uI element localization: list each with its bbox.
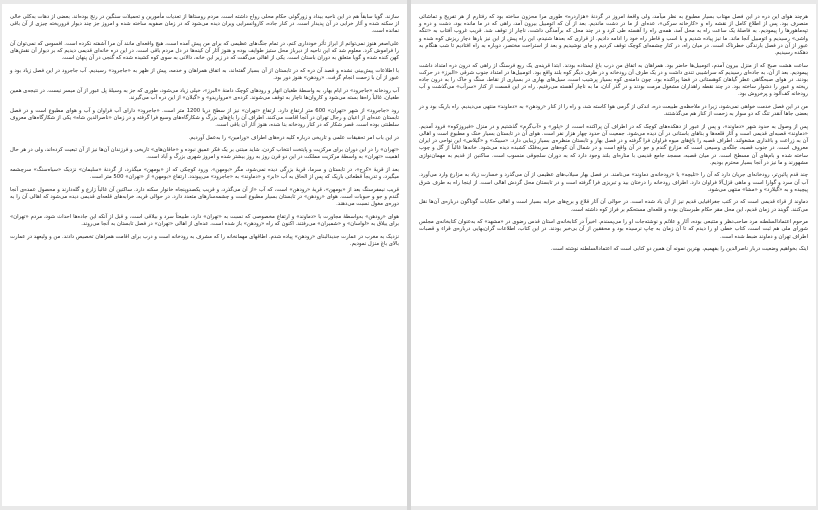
right-page: [411, 4, 816, 506]
paragraph: در این باب امر تحقیقات علمی و تاریخی درباره کلیه دره‌های اطراف «ورامین» را به‌عمل آوردیم.: [188, 134, 399, 141]
paragraph: اینک بخواهیم وضعیت دربار ناصرالدین را بفهمیم، بهترین نمونه آن همین دو کتابی است که اعتمادالسلطنه نوشته است.: [550, 246, 808, 253]
paragraph: ساعت هشت صبح که از منزل بیرون آمدم، اتومبیل‌ها حاضر بود. همراهان به اتفاق من درب باغ ایستاده بودند. ابتدا قرینه‌ی یک ربع فرسنگ از راهی که درون دره امتداد داشت پیمودیم. بعد از آن، به جاده‌ای رسیدیم که سراشیبی تندی داشت و در یک طرف آن رودخانه و در طرف دیگر کوه بلند واقع بود. اتومبیل‌ها در امتداد جنوب شرقی «البرز» در حرکت بودند. در هوای صبحگاهی عطر گیاهان کوهستانی در فضا پراکنده بود. چون دامنه‌ی کوه بسیار پرشیب است، سیل‌های بهاری در بسیاری از نقاط، سنگ و خاک را به درون جاده ریخته و عبور را دشوار ساخته بود. در چند نقطه راهداران مشغول مرمت بودند و در گذر آنان، ما به ناچار آهسته می‌رفتیم. راه در این قسمت از کنار «سرآب» می‌گذشت و آب رودخانه کف‌آلود و پرخروش بود.: [419, 62, 808, 98]
paragraph: هرچند هوای این دره در این فصل مهتاب بسیار مطبوع به نظر میآمد، ولی واقعهٔ امروز در گردنهٔ «هزاردره» طوری مرا محزون ساخته بود که رفتارم از هر تفریح و تماشائی منصرف بود. پس از اطلاع کامل از نقشه راه و «کارخانه سرکی»، عده‌ای از ما در دشت ماندیم. بعد از آن که اتومبیل بیرون آمد، راهی که در ما مانده بود، دشت و دره و تپه‌ماهورها را پیمودیم. به فاصلهٔ یک ساعت راه به محل آمد، همه‌ی راه را آهسته طی کرد و در چند محل که برآمدگی داشت، ناچار از توقف شد. قریب غروب آفتاب به «تنگه واشی» رسیدیم و اتومبیل آنجا ماند. ما نیز پیاده شدیم و با اسب و قاطر راه خود را ادامه دادیم. از قراری که بعدها شنیدم، این راه پیش از این نیز بارها دچار ریزش کوه شده و عبور از آن در فصل بارندگی خطرناک است. در میان راه، در کنار چشمه‌ای کوچک توقف کردیم و چای نوشیدیم و بعد از استراحت مختصر، دوباره به راه افتادیم تا شب هنگام به دهکده رسیدیم.: [419, 14, 808, 57]
left-page: [2, 4, 407, 506]
paragraph: دماوند از قراء قدیمی است که در کتب جغرافیایی قدیم نیز از آن یاد شده است. در حوالی آن آثار قلاع و برج‌های خرابه بسیار است و اهالی حکایات گوناگون درباره‌ی آن‌ها نقل می‌کنند. گویند در زمان قدیم، این محل مقر حکام طبرستان بوده و قلعه‌ای مستحکم بر فراز کوه داشته است.: [419, 199, 808, 213]
paragraph: رود «جاجرود» از شهر «تهران» 600 متر ارتفاع دارد. ارتفاع «تهران» نیز از سطح دریا 1200 متر است. «جاجرود» دارای آب فراوان و آب و هوای مطبوع است و در فصل تابستان عده‌ای از اعیان و رجال تهران در آنجا اقامت می‌کنند. اطراف آن را باغ‌های بزرگ و شکارگاه‌های وسیع فرا گرفته و در زمان «ناصرالدین شاه» یکی از شکارگاه‌های معروف سلطنتی بوده است. قصر شکار که در کنار رودخانه بنا شده، هنوز آثار آن باقی است.: [10, 107, 400, 128]
paragraph: با اطلاعات پیش‌بینی نشده و قصد آن دره که در تابستان از آن بسیار گفته‌اند، به اتفاق همراهان و خدمه، پیش از ظهر به «جاجرود» رسیدیم. آب جاجرود در این فصل زیاد بود و عبور از آن با زحمت انجام گرفت. «رودهن» هنوز دور بود.: [10, 68, 399, 82]
paragraph: آب رودخانه «جاجرود» در ایام بهار، به واسطهٔ طغیان انهار و رودهای کوچک دامنهٔ «البرز»، خیلی زیاد می‌شود، طوری که جز به وسیلهٔ پل عبور از آن میسر نیست. در نتیجه‌ی همین طغیان، غالباً راه‌ها بسته می‌شود و کاروان‌ها ناچار به توقف می‌شوند. کرده‌ی «مرواریدو» و «گیلان» از این دره آب می‌گیرند.: [10, 87, 399, 101]
paragraph: قریب نیمفرسنگ بعد از «بومهن»، قریهٔ «رودهن» است، که آب «از آن می‌گذرد، و قریب یکصدوپنجاه خانوار سکنه دارد. ساکنین آن غالباً زارع و گله‌دارند و محصول عمده‌ی آنجا گندم و جو و حبوبات است. هوای «رودهن» در تابستان بسیار مطبوع است و چشمه‌سارهای متعدد دارد. در حوالی قریه، خرابه‌های قلعه‌ای قدیمی دیده می‌شود که اهالی آن را به دوره‌ی مغول نسبت می‌دهند.: [10, 186, 399, 208]
paragraph: من در این فصل خدمت خواهی نمی‌شود، زیرا در ملاحظه‌ی طبیعت دره، اندکی از گرمی هوا کاسته شد، و راه را از کنار «رودهن» به «دماوند» منتهی می‌دیدیم. راه باریک بود و در بعضی جاها آنقدر تنگ که دو سوار به زحمت از کنار هم می‌گذشتند.: [419, 104, 808, 118]
paragraph: بعد از قریهٔ «کرج»، در تابستان و سرما، قریهٔ بزرگی دیده نمی‌شود، مگر «بومهن». ورود کوچکی که از «بومهن» میگذرد، از گردنهٔ «سلیمان» نزدیک «سیاه‌سنگ» سرچشمه میگیرد، و تدریجاً قطعاتی باریک که پس از الحاق به آب «ابر» و «دماوند» به «جاجرود» می‌پیوندد. ارتفاع «بومهن» از «تهران» 500 متر است.: [10, 166, 399, 181]
paragraph: علی‌اصغر هنوز نمی‌توانم از ابراز تأثر خودداری کنم، در تمام جنگ‌های عظیمی که برای من پیش آمده است، هیچ واقعه‌ای مانند آن مرا آشفته نکرده است. افسوس که نمی‌توان آن را فراموش کرد. معلوم شد که این ناحیه از دیرباز محل ستیز طوایف بوده و هنوز آثار آن کینه‌ها در دل مردم باقی است. در این دره خانه‌ای قدیمی دیدیم که بر دیوار آن نقش‌های کهن کنده شده و گویا متعلق به دوران باستان است. یکی از اهالی می‌گفت که در زیر این خانه، دالانی به سوی کوه کشیده شده که گنجی در آن پنهان است.: [10, 41, 399, 62]
paragraph: نزدیک به مغرب در عمارت جدیدالبنای «رودهن» پیاده شدم. اطاقهای مهمانخانه را که مشرف به رودخانه است و درب برای اقامت همراهان تخصیص دادند. من و ولیعهد در عمارت بالای باغ منزل نمودیم.: [10, 233, 399, 247]
paragraph: پس از وصول به حدود شهر «دماوند»، و پس از عبور از دهکده‌های کوچک که در اطراف آن پراکنده است، از «پلور» و «آب‌گرم» گذشتیم و در منزل «فیروزکوه» فرود آمدیم. «دماوند» قصبه‌ای قدیمی است و آثار قلعه‌ها و بناهای باستانی در آن دیده می‌شود. جمعیت آن حدود چهار هزار نفر است. هوای آن در تابستان بسیار خنک و مطبوع است و اهالی آن به زراعت و باغداری مشغولند. اطراف قصبه را باغ‌های میوه فراوان فرا گرفته و در فصل بهار و تابستان منظره‌ی بسیار زیبایی دارد. «سیبک» و «گیلاس» این نواحی در ایران معروف است. در جنوب قصبه، جلگه‌ی وسیعی است که مزارع گندم و جو در آن واقع است و در شمال آن کوه‌های سربه‌فلک کشیده دیده می‌شود. خانه‌ها غالباً از گل و چوب ساخته شده و بام‌های آن مسطح است. در میان قصبه، مسجد جامع قدیمی با مناره‌ای بلند وجود دارد که به دوران سلجوقی منسوب است. ساکنین از قدیم به مهمان‌نوازی مشهورند و ما نیز در آنجا بسیار محترم بودیم.: [419, 123, 808, 166]
paragraph: سازند. گویا سابقاً هم در این ناحیه بیداد و زورگوئی حکام محلی رواج داشته است. مردم روستاها از تعدیات مأمورین و تحمیلات سنگین در رنج بوده‌اند. بعضی از دهات به‌کلی خالی از سکنه شده و آثار خرابی در آن پدیدار است. در کنار جاده، کاروانسرایی ویران دیده می‌شود که در زمان صفویه ساخته شده و امروز جز چند دیوار فروریخته چیزی از آن باقی نمانده است.: [10, 14, 399, 35]
paragraph: چند قدم پائین‌تر، رودخانه‌ای جریان دارد که آن را «تلیچه» یا «رودخانه‌ی دماوند» می‌نامند. در فصل بهار سیلاب‌های عظیمی از آن می‌گذرد و خسارت زیاد به مزارع وارد می‌آورد. آب آن سرد و گوارا است و ماهی قزل‌آلا فراوان دارد. اطراف رودخانه را درختان بید و تبریزی فرا گرفته است و در تابستان محل گردش اهالی است. از اینجا راه به طرف شرق پیچیده و به «گیلارد» و «مشا» منتهی می‌شود.: [419, 172, 808, 193]
paragraph: مرحوم اعتمادالسلطنه مرد صاحب‌نظر و متتبعی بوده، آثار و علائم و نوشته‌جات او را می‌پسندم. اخیراً در کتابخانه‌ی استان قدس رضوی در «مشهد» که به‌عنوان کتابخانه‌ی مجلس شوراى ملی هم ثبت است، کتاب خطی او را دیدم که تا آن زمان به چاپ نرسیده بود و محققین از آن بی‌خبر بودند. در این کتاب، اطلاعات گران‌بهایی درباره‌ی قراء و قصبات اطراف تهران و دماوند ضبط شده است.: [419, 219, 808, 240]
paragraph: «تهران» را در این دوران برای مرکزیت و پایتخت انتخاب کردن، شاید مبتنی بر یک فکر عمیق نبوده و «خاقان‌های» تاریخی و فرزندان آن‌ها نیز از آن تبعیت کرده‌اند، ولی در هر حال اهمیت «تهران» به واسطهٔ مرکزیت مملکت در این دو قرن روز به روز بیشتر شده و امروز شهری بزرگ و آباد است.: [10, 147, 399, 161]
paragraph: هوای «رودهن» به‌واسطهٔ مجاورت با «دماوند» و ارتفاع مخصوصی که نسبت به «تهران» دارد، طبیعتاً سرد و بیلاقی است، و قبل از آنکه این جاده‌ها احداث شود، مردم «تهران» برای ییلاق به «لواسان» و «شمیران» می‌رفتند. اکنون که راه «رودهن» باز شده است، عده‌ای از اهالی «تهران» در فصل تابستان به آنجا می‌روند.: [10, 213, 399, 227]
